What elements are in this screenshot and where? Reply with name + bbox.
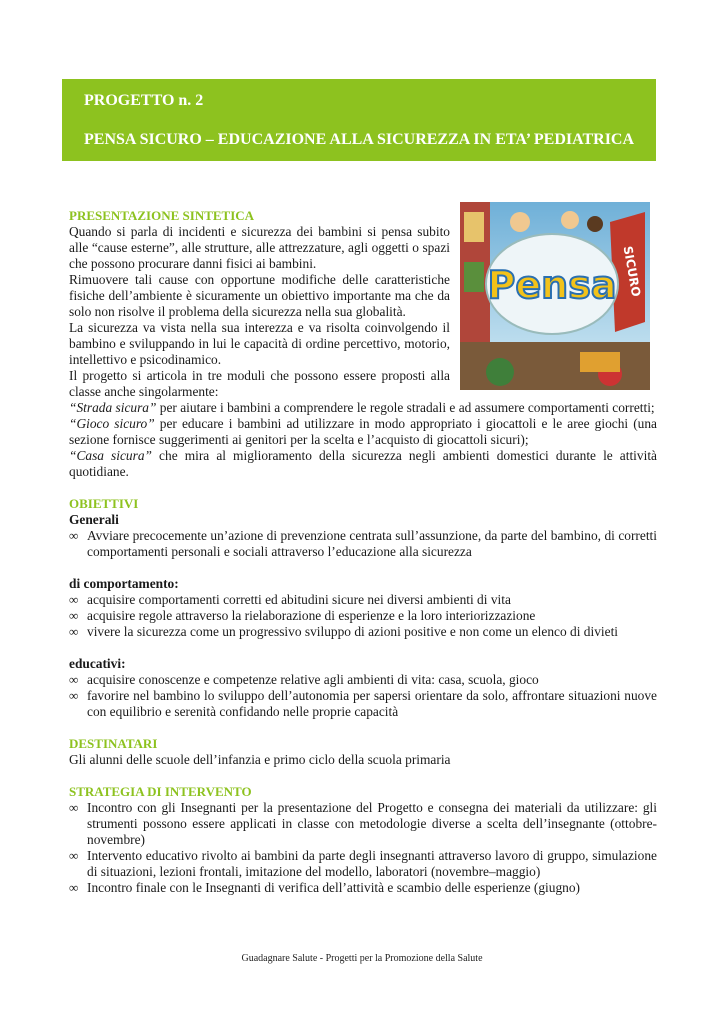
project-title: PENSA SICURO – EDUCAZIONE ALLA SICUREZZA IN ETA’ PEDIATRICA: [84, 131, 635, 148]
logo-sub: SICURO: [620, 244, 644, 298]
infinity-bullet-icon: ∞: [69, 624, 79, 639]
module-casa-sicura: [69, 448, 657, 480]
subheading-generali: Generali: [69, 512, 119, 527]
infinity-bullet-icon: ∞: [69, 672, 79, 687]
intro-paragraph-4: Il progetto si articola in tre moduli che possono essere proposti alla classe anche singolarmente:: [69, 368, 450, 399]
strategia-list: [69, 800, 657, 896]
comportamento-list: [69, 592, 657, 640]
educativi-list: [69, 672, 657, 720]
section-heading-strategia: STRATEGIA DI INTERVENTO: [69, 784, 252, 799]
project-title-banner: [62, 79, 656, 161]
list-item: ∞ acquisire regole attraverso la rielaborazione di esperienze e la loro interiorizzazione: [69, 608, 536, 623]
list-item: ∞ Incontro finale con le Insegnanti di verifica dell’attività e scambio delle esperienze (giugno): [69, 880, 581, 895]
list-item: ∞ Avviare precocemente un’azione di prevenzione centrata sull’assunzione, da parte del bambino, di corretti comportamenti personali e sociali attraverso l’educazione alla sicurezza: [69, 528, 657, 559]
infinity-bullet-icon: ∞: [69, 800, 79, 815]
infinity-bullet-icon: ∞: [69, 608, 79, 623]
list-item: ∞ Intervento educativo rivolto ai bambini da parte degli insegnanti attraverso lavoro di gruppo, simulazione di situazioni, lezioni frontali, imitazione del modello, laboratori (novembre–maggio): [69, 848, 657, 879]
infinity-bullet-icon: ∞: [69, 688, 79, 703]
list-item: ∞ acquisire conoscenze e competenze relative agli ambienti di vita: casa, scuola, gioco: [69, 672, 539, 687]
list-item: ∞ favorire nel bambino lo sviluppo dell’autonomia per sapersi orientare da solo, affrontare situazioni nuove con equilibrio e serenità confidando nelle proprie capacità: [69, 688, 657, 719]
infinity-bullet-icon: ∞: [69, 848, 79, 863]
list-item: ∞ acquisire comportamenti corretti ed abitudini sicure nei diversi ambienti di vita: [69, 592, 511, 607]
project-number: PROGETTO n. 2: [84, 92, 204, 109]
section-heading-presentazione: PRESENTAZIONE SINTETICA: [69, 208, 255, 223]
module-text: che mira al miglioramento della sicurezza negli ambienti domestici durante le attività quotidiane.: [69, 448, 657, 479]
module-strada-sicura: [69, 400, 657, 416]
destinatari-text: Gli alunni delle scuole dell’infanzia e primo ciclo della scuola primaria: [69, 752, 451, 767]
list-item: ∞ vivere la sicurezza come un progressivo sviluppo di azioni positive e non come un elenco di divieti: [69, 624, 619, 639]
section-heading-obiettivi: OBIETTIVI: [69, 496, 139, 511]
subheading-comportamento: di comportamento:: [69, 576, 179, 591]
infinity-bullet-icon: ∞: [69, 592, 79, 607]
intro-paragraph-1: Quando si parla di incidenti e sicurezza dei bambini si pensa subito alle “cause esterne”, alle strutture, alle attrezzature, agli oggetti o spazi che possono procurare danni fisici ai bambini.: [69, 224, 450, 271]
infinity-bullet-icon: ∞: [69, 528, 79, 543]
logo-word: Pensa: [487, 263, 617, 307]
page-footer: Guadagnare Salute - Progetti per la Promozione della Salute: [241, 953, 483, 964]
list-item: ∞ Incontro con gli Insegnanti per la presentazione del Progetto e consegna dei materiali da utilizzare: gli strumenti possono essere applicati in classe con metodologie diverse a scelta dell’insegnante (ottobre-novembre): [69, 800, 657, 847]
generali-list: [69, 528, 657, 560]
module-text: per educare i bambini ad utilizzare in modo appropriato i giocattoli e le aree giochi (una sezione fornisce suggerimenti ai genitori per la scelta e l’acquisto di giocattoli sicuri);: [69, 416, 658, 447]
infinity-bullet-icon: ∞: [69, 880, 79, 895]
module-name: “Gioco sicuro”: [69, 416, 155, 431]
module-name: “Strada sicura”: [69, 400, 157, 415]
module-gioco-sicuro: [69, 416, 657, 448]
module-name: “Casa sicura”: [69, 448, 152, 463]
intro-paragraph-3: La sicurezza va vista nella sua interezza e va risolta coinvolgendo il bambino e sviluppando in lui le capacità di ordine percettivo, motorio, intellettivo e psicodinamico.: [69, 320, 450, 367]
module-text: per aiutare i bambini a comprendere le regole stradali e ad assumere comportamenti corretti;: [156, 400, 655, 415]
document-body: [69, 208, 657, 896]
intro-paragraph-2: Rimuovere tali cause con opportune modifiche delle caratteristiche fisiche dell’ambiente è sicuramente un obiettivo importante ma che da solo non risolve il problema della sicurezza nella sua globalità.: [69, 272, 450, 319]
section-heading-destinatari: DESTINATARI: [69, 736, 158, 751]
subheading-educativi: educativi:: [69, 656, 126, 671]
